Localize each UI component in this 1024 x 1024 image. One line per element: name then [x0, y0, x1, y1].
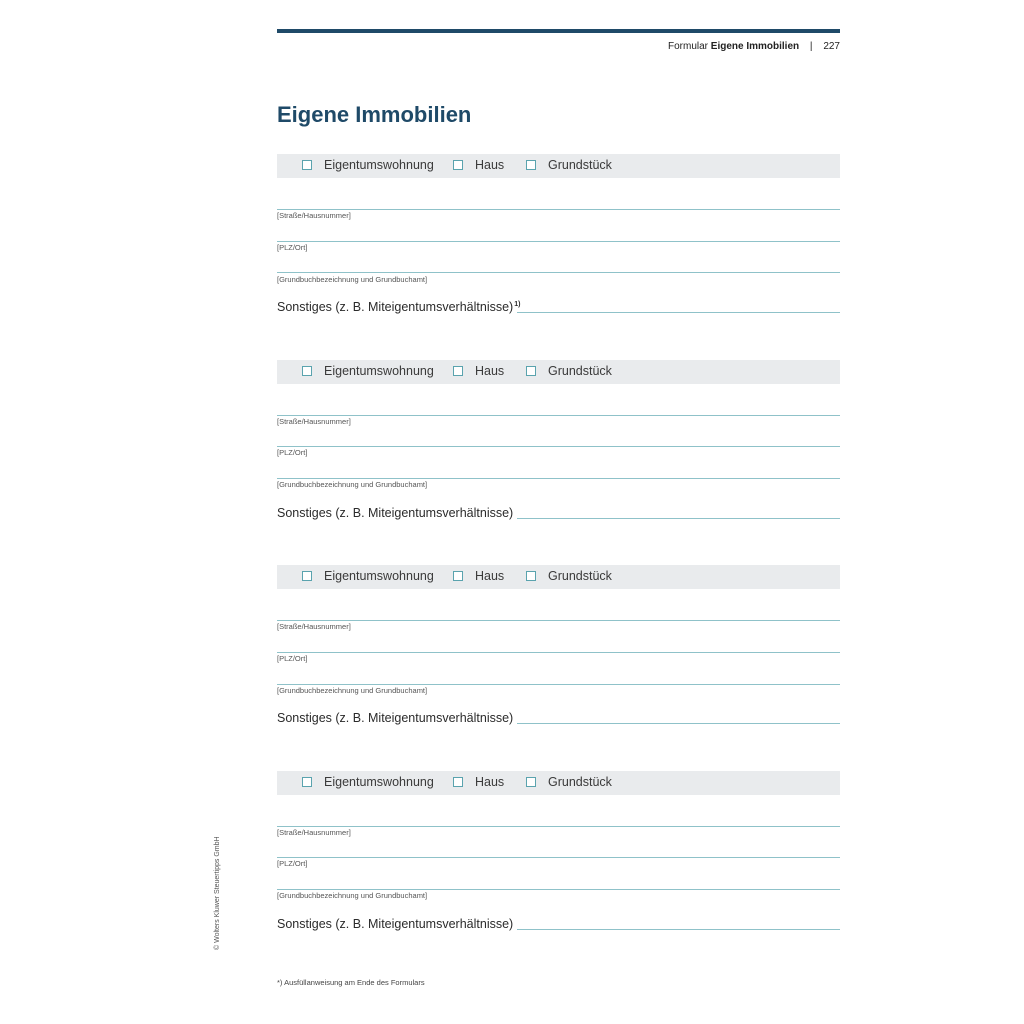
- checkbox[interactable]: [302, 160, 312, 170]
- city-caption: [PLZ/Ort]: [277, 654, 308, 663]
- property-block-1: [277, 154, 840, 344]
- option-label: Eigentumswohnung: [324, 364, 434, 378]
- option-label: Haus: [475, 569, 505, 583]
- option-label: Eigentumswohnung: [324, 158, 434, 172]
- checkbox[interactable]: [453, 160, 463, 170]
- street-field[interactable]: [277, 415, 840, 416]
- option-eigentumswohnung[interactable]: [302, 158, 434, 172]
- option-eigentumswohnung[interactable]: [302, 775, 434, 789]
- street-field[interactable]: [277, 209, 840, 210]
- property-type-bar: [277, 360, 840, 384]
- checkbox[interactable]: [453, 571, 463, 581]
- option-haus[interactable]: [453, 569, 504, 583]
- other-label: Sonstiges (z. B. Miteigentumsverhältnisse): [277, 917, 514, 931]
- street-caption: [Straße/Hausnummer]: [277, 211, 351, 220]
- option-haus[interactable]: [453, 775, 504, 789]
- option-label: Grundstück: [548, 158, 612, 172]
- checkbox[interactable]: [526, 160, 536, 170]
- property-type-bar: [277, 565, 840, 589]
- other-label-text: Sonstiges (z. B. Miteigentumsverhältnisse): [277, 300, 514, 314]
- property-block-4: [277, 771, 840, 961]
- land-registry-caption: [Grundbuchbezeichnung und Grundbuchamt]: [277, 480, 428, 489]
- land-registry-caption: [Grundbuchbezeichnung und Grundbuchamt]: [277, 686, 428, 695]
- land-registry-field[interactable]: [277, 684, 840, 685]
- property-type-bar: [277, 771, 840, 795]
- option-label: Eigentumswohnung: [324, 569, 434, 583]
- land-registry-field[interactable]: [277, 478, 840, 479]
- footnote: *) Ausfüllanweisung am Ende des Formulars: [277, 978, 425, 987]
- city-field[interactable]: [277, 241, 840, 242]
- street-caption: [Straße/Hausnummer]: [277, 417, 351, 426]
- street-caption: [Straße/Hausnummer]: [277, 828, 351, 837]
- checkbox[interactable]: [302, 777, 312, 787]
- land-registry-field[interactable]: [277, 889, 840, 890]
- option-label: Eigentumswohnung: [324, 775, 434, 789]
- checkbox[interactable]: [453, 777, 463, 787]
- checkbox[interactable]: [453, 366, 463, 376]
- checkbox[interactable]: [526, 777, 536, 787]
- land-registry-caption: [Grundbuchbezeichnung und Grundbuchamt]: [277, 275, 428, 284]
- option-label: Haus: [475, 158, 505, 172]
- other-field[interactable]: [517, 312, 840, 313]
- city-caption: [PLZ/Ort]: [277, 243, 308, 252]
- checkbox[interactable]: [526, 366, 536, 376]
- city-caption: [PLZ/Ort]: [277, 448, 308, 457]
- header-prefix: Formular: [667, 41, 708, 52]
- option-label: Haus: [475, 364, 505, 378]
- street-field[interactable]: [277, 826, 840, 827]
- city-caption: [PLZ/Ort]: [277, 859, 308, 868]
- header-separator: |: [809, 41, 813, 52]
- header-section: Eigene Immobilien: [710, 41, 800, 52]
- other-label: Sonstiges (z. B. Miteigentumsverhältnisse): [277, 711, 514, 725]
- property-block-3: [277, 565, 840, 755]
- option-grundstueck[interactable]: [526, 569, 612, 583]
- footnote-ref: 1): [514, 300, 521, 308]
- option-eigentumswohnung[interactable]: [302, 569, 434, 583]
- running-header: [668, 41, 840, 52]
- land-registry-field[interactable]: [277, 272, 840, 273]
- checkbox[interactable]: [302, 571, 312, 581]
- option-grundstueck[interactable]: [526, 775, 612, 789]
- option-label: Grundstück: [548, 569, 612, 583]
- page-number: 227: [823, 41, 840, 52]
- top-rule: [277, 29, 840, 33]
- other-field[interactable]: [517, 723, 840, 724]
- land-registry-caption: [Grundbuchbezeichnung und Grundbuchamt]: [277, 891, 428, 900]
- option-eigentumswohnung[interactable]: [302, 364, 434, 378]
- option-label: Haus: [475, 775, 505, 789]
- option-grundstueck[interactable]: [526, 364, 612, 378]
- property-block-2: [277, 360, 840, 550]
- property-type-bar: [277, 154, 840, 178]
- option-haus[interactable]: [453, 364, 504, 378]
- other-label: [277, 300, 520, 314]
- city-field[interactable]: [277, 857, 840, 858]
- street-caption: [Straße/Hausnummer]: [277, 622, 351, 631]
- option-grundstueck[interactable]: [526, 158, 612, 172]
- page-title: Eigene Immobilien: [277, 102, 472, 127]
- other-label: Sonstiges (z. B. Miteigentumsverhältnisse): [277, 506, 514, 520]
- checkbox[interactable]: [526, 571, 536, 581]
- street-field[interactable]: [277, 620, 840, 621]
- copyright-notice: © Wolters Kluwer Steuertipps GmbH: [214, 836, 221, 950]
- option-haus[interactable]: [453, 158, 504, 172]
- option-label: Grundstück: [548, 775, 612, 789]
- other-field[interactable]: [517, 929, 840, 930]
- city-field[interactable]: [277, 446, 840, 447]
- checkbox[interactable]: [302, 366, 312, 376]
- option-label: Grundstück: [548, 364, 612, 378]
- city-field[interactable]: [277, 652, 840, 653]
- other-field[interactable]: [517, 518, 840, 519]
